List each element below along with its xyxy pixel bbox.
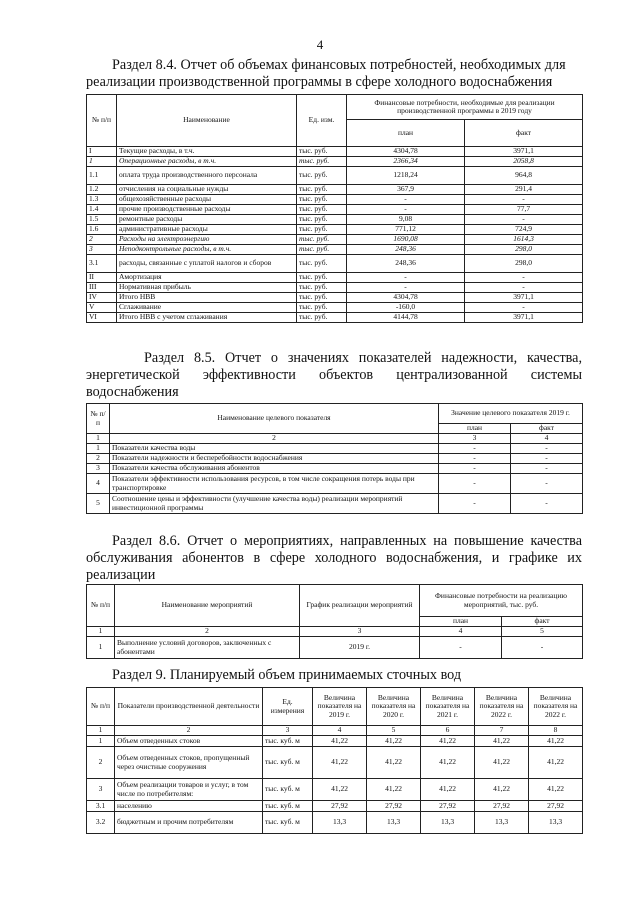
section-9-title: Раздел 9. Планируемый объем принимаемых сточных вод [112, 667, 462, 683]
t4-header-2020: Величина показателя на 2020 г. [367, 688, 421, 726]
row-fact: - [465, 273, 583, 283]
row-name: бюджетным и прочим потребителям [115, 812, 263, 834]
row-name: Показатели качества воды [110, 444, 439, 454]
header-name: Наименование [117, 95, 297, 147]
wastewater-volume-table [86, 687, 583, 834]
row-name: Нормативная прибыль [117, 283, 297, 293]
t3-colnum: 3 [300, 627, 420, 637]
row-value: 27,92 [421, 801, 475, 812]
row-unit: тыс. руб. [297, 245, 347, 255]
row-value: 41,22 [475, 736, 529, 747]
row-unit: тыс. руб. [297, 167, 347, 185]
row-unit: тыс. куб. м [263, 736, 313, 747]
row-name: прочие производственные расходы [117, 205, 297, 215]
row-unit: тыс. руб. [297, 185, 347, 195]
row-fact: - [511, 464, 583, 474]
row-plan: - [439, 494, 511, 514]
row-value: 41,22 [367, 779, 421, 801]
table-row [87, 747, 583, 779]
row-unit: тыс. руб. [297, 147, 347, 157]
row-num: 1.3 [87, 195, 117, 205]
section-8-4-title-line2: реализации производственной программы в сфере холодного водоснабжения [86, 74, 553, 90]
row-value: 13,3 [529, 812, 583, 834]
table-row [87, 454, 583, 464]
header-fin-needs: Финансовые потребности, необходимые для реализации производственной программы в 2019 году [347, 95, 583, 120]
row-name: Объем отведенных стоков, пропущенный через очистные сооружения [115, 747, 263, 779]
row-plan: - [439, 454, 511, 464]
row-num: 4 [87, 474, 110, 494]
row-num: 1.4 [87, 205, 117, 215]
row-value: 13,3 [421, 812, 475, 834]
row-plan: 4144,78 [347, 313, 465, 323]
row-plan: 1218,24 [347, 167, 465, 185]
row-unit: тыс. руб. [297, 303, 347, 313]
row-num: 1.6 [87, 225, 117, 235]
row-num: VI [87, 313, 117, 323]
row-num: 2 [87, 235, 117, 245]
table-row [87, 313, 583, 323]
row-name: Операционные расходы, в т.ч. [117, 157, 297, 167]
header-plan: план [347, 120, 465, 147]
row-fact: 291,4 [465, 185, 583, 195]
row-fact: - [465, 283, 583, 293]
row-name: расходы, связанные с уплатой налогов и сборов [117, 255, 297, 273]
table-row [87, 273, 583, 283]
row-name: Текущие расходы, в т.ч. [117, 147, 297, 157]
row-unit: тыс. руб. [297, 195, 347, 205]
t4-header-2022a: Величина показателя на 2022 г. [475, 688, 529, 726]
row-unit: тыс. руб. [297, 215, 347, 225]
t4-header-name: Показатели производственной деятельности [115, 688, 263, 726]
row-value: 27,92 [529, 801, 583, 812]
row-plan: 4304,78 [347, 147, 465, 157]
row-value: 41,22 [367, 747, 421, 779]
page-number: 4 [316, 37, 324, 52]
row-plan: - [439, 444, 511, 454]
row-value: 27,92 [313, 801, 367, 812]
t4-colnum: 1 [87, 726, 115, 736]
row-num: 1 [87, 736, 115, 747]
row-num: 5 [87, 494, 110, 514]
table-row [87, 167, 583, 185]
row-name: Итого НВВ с учетом сглаживания [117, 313, 297, 323]
table-row [87, 637, 583, 659]
t4-colnum: 5 [367, 726, 421, 736]
row-plan: 2366,34 [347, 157, 465, 167]
row-value: 27,92 [475, 801, 529, 812]
section-8-5-title-line1: Раздел 8.5. Отчет о значениях показателей надежности, качества, [144, 350, 582, 366]
section-8-5-title-line3: водоснабжения [86, 384, 179, 400]
section-8-4-title-line1: Раздел 8.4. Отчет об объемах финансовых потребностей, необходимых для [112, 57, 566, 73]
row-unit: тыс. руб. [297, 225, 347, 235]
t4-colnum: 2 [115, 726, 263, 736]
row-value: 41,22 [421, 736, 475, 747]
row-value: 41,22 [421, 779, 475, 801]
row-value: 41,22 [475, 747, 529, 779]
table-row [87, 195, 583, 205]
header-num: № п/п [87, 95, 117, 147]
t3-header-num: № п/п [87, 585, 115, 627]
row-num: 3 [87, 779, 115, 801]
row-unit: тыс. куб. м [263, 747, 313, 779]
t3-colnum: 2 [115, 627, 300, 637]
table-row [87, 157, 583, 167]
row-value: 41,22 [529, 736, 583, 747]
t2-header-plan: план [439, 424, 511, 434]
row-num: 1 [87, 444, 110, 454]
row-plan: - [347, 273, 465, 283]
row-fact: - [465, 303, 583, 313]
t4-colnum: 4 [313, 726, 367, 736]
row-num: IV [87, 293, 117, 303]
table-row [87, 293, 583, 303]
row-num: II [87, 273, 117, 283]
row-unit: тыс. руб. [297, 205, 347, 215]
row-fact: 298,0 [465, 255, 583, 273]
row-fact: 3971,1 [465, 313, 583, 323]
section-8-6-title-line2: обслуживания абонентов в сфере холодного водоснабжения, и графике их [86, 550, 582, 566]
row-plan: - [439, 474, 511, 494]
row-unit: тыс. куб. м [263, 801, 313, 812]
table-row [87, 235, 583, 245]
row-value: 13,3 [313, 812, 367, 834]
table-row [87, 215, 583, 225]
row-plan: -160,0 [347, 303, 465, 313]
financial-needs-table [86, 94, 583, 323]
row-plan: 367,9 [347, 185, 465, 195]
t3-header-schedule: График реализации мероприятий [300, 585, 420, 627]
row-name: Соотношение цены и эффективности (улучшение качества воды) реализации мероприятий инвестиционной программы [110, 494, 439, 514]
row-plan: - [347, 195, 465, 205]
row-fact: - [511, 444, 583, 454]
t2-colnum: 2 [110, 434, 439, 444]
row-value: 41,22 [313, 747, 367, 779]
row-fact: 3971,1 [465, 293, 583, 303]
row-num: 3 [87, 464, 110, 474]
row-name: Выполнение условий договоров, заключенных с абонентами [115, 637, 300, 659]
section-8-5-title-line2: энергетической эффективности объектов централизованной системы [86, 367, 582, 383]
row-unit: тыс. куб. м [263, 812, 313, 834]
row-fact: 77,7 [465, 205, 583, 215]
table-row [87, 801, 583, 812]
table-row [87, 464, 583, 474]
row-fact: 298,0 [465, 245, 583, 255]
t4-header-unit: Ед. измерения [263, 688, 313, 726]
t4-header-2021: Величина показателя на 2021 г. [421, 688, 475, 726]
row-unit: тыс. руб. [297, 283, 347, 293]
row-fact: 724,9 [465, 225, 583, 235]
table-row [87, 185, 583, 195]
row-name: Показатели надежности и бесперебойности водоснабжения [110, 454, 439, 464]
row-num: 1 [87, 157, 117, 167]
table-row [87, 255, 583, 273]
row-value: 41,22 [313, 779, 367, 801]
row-num: 1.2 [87, 185, 117, 195]
t4-header-2019: Величина показателя на 2019 г. [313, 688, 367, 726]
row-value: 13,3 [475, 812, 529, 834]
t4-colnum: 3 [263, 726, 313, 736]
row-plan: - [420, 637, 502, 659]
t4-header-2022b: Величина показателя на 2022 г. [529, 688, 583, 726]
row-unit: тыс. руб. [297, 313, 347, 323]
row-name: Амортизация [117, 273, 297, 283]
row-fact: - [465, 195, 583, 205]
row-num: 2 [87, 747, 115, 779]
table-row [87, 225, 583, 235]
row-plan: 9,08 [347, 215, 465, 225]
row-name: населению [115, 801, 263, 812]
row-unit: тыс. руб. [297, 157, 347, 167]
row-unit: тыс. руб. [297, 273, 347, 283]
t2-header-name: Наименование целевого показателя [110, 404, 439, 434]
row-value: 41,22 [529, 779, 583, 801]
table-row [87, 303, 583, 313]
row-num: 3.1 [87, 801, 115, 812]
table-row [87, 494, 583, 514]
header-unit: Ед. изм. [297, 95, 347, 147]
row-plan: - [347, 205, 465, 215]
row-plan: 248,36 [347, 255, 465, 273]
row-name: Показатели качества обслуживания абонентов [110, 464, 439, 474]
row-unit: тыс. куб. м [263, 779, 313, 801]
indicators-table [86, 403, 583, 514]
t4-colnum: 7 [475, 726, 529, 736]
header-fact: факт [465, 120, 583, 147]
row-schedule: 2019 г. [300, 637, 420, 659]
measures-table [86, 584, 583, 659]
row-value: 13,3 [367, 812, 421, 834]
t3-colnum: 4 [420, 627, 502, 637]
t4-header-num: № п/п [87, 688, 115, 726]
table-row [87, 736, 583, 747]
row-name: Итого НВВ [117, 293, 297, 303]
row-fact: - [511, 454, 583, 464]
row-num: III [87, 283, 117, 293]
table-row [87, 779, 583, 801]
t2-colnum: 4 [511, 434, 583, 444]
row-num: V [87, 303, 117, 313]
row-num: 3.2 [87, 812, 115, 834]
t3-header-fact: факт [502, 617, 583, 627]
row-plan: 248,36 [347, 245, 465, 255]
row-unit: тыс. руб. [297, 293, 347, 303]
row-value: 41,22 [367, 736, 421, 747]
t3-colnum: 1 [87, 627, 115, 637]
row-fact: - [511, 474, 583, 494]
row-fact: 2058,8 [465, 157, 583, 167]
row-fact: 1614,3 [465, 235, 583, 245]
t2-header-num: № п/п [87, 404, 110, 434]
row-name: ремонтные расходы [117, 215, 297, 225]
row-num: 3 [87, 245, 117, 255]
table-row [87, 283, 583, 293]
row-value: 41,22 [313, 736, 367, 747]
t2-header-fact: факт [511, 424, 583, 434]
row-plan: 771,12 [347, 225, 465, 235]
t3-header-fin: Финансовые потребности на реализацию мероприятий, тыс. руб. [420, 585, 583, 617]
row-name: Показатели эффективности использования ресурсов, в том числе сокращения потерь воды при транспортировке [110, 474, 439, 494]
row-fact: 964,8 [465, 167, 583, 185]
row-num: 1.5 [87, 215, 117, 225]
table-row [87, 205, 583, 215]
table-row [87, 812, 583, 834]
table-row [87, 444, 583, 454]
row-fact: - [465, 215, 583, 225]
row-name: Объем отведенных стоков [115, 736, 263, 747]
t4-colnum: 8 [529, 726, 583, 736]
section-8-6-title-line3: реализации [86, 567, 156, 583]
row-num: 1 [87, 637, 115, 659]
t2-header-value: Значение целевого показателя 2019 г. [439, 404, 583, 424]
row-name: Расходы на электроэнергию [117, 235, 297, 245]
row-unit: тыс. руб. [297, 235, 347, 245]
row-num: 1.1 [87, 167, 117, 185]
t2-colnum: 1 [87, 434, 110, 444]
row-num: 2 [87, 454, 110, 464]
row-fact: - [502, 637, 583, 659]
row-value: 41,22 [475, 779, 529, 801]
row-name: оплата труда производственного персонала [117, 167, 297, 185]
row-value: 27,92 [367, 801, 421, 812]
t3-colnum: 5 [502, 627, 583, 637]
t3-header-name: Наименование мероприятий [115, 585, 300, 627]
row-plan: - [347, 283, 465, 293]
row-plan: 4304,78 [347, 293, 465, 303]
t3-header-plan: план [420, 617, 502, 627]
t4-colnum: 6 [421, 726, 475, 736]
row-value: 41,22 [421, 747, 475, 779]
row-name: отчисления на социальные нужды [117, 185, 297, 195]
row-value: 41,22 [529, 747, 583, 779]
row-fact: 3971,1 [465, 147, 583, 157]
t2-colnum: 3 [439, 434, 511, 444]
row-plan: 1690,08 [347, 235, 465, 245]
row-unit: тыс. руб. [297, 255, 347, 273]
row-name: Объем реализации товаров и услуг, в том числе по потребителям: [115, 779, 263, 801]
row-name: общехозяйственные расходы [117, 195, 297, 205]
section-8-6-title-line1: Раздел 8.6. Отчет о мероприятиях, направленных на повышение качества [112, 533, 582, 549]
table-row [87, 474, 583, 494]
row-plan: - [439, 464, 511, 474]
row-fact: - [511, 494, 583, 514]
row-name: Неподконтрольные расходы, в т.ч. [117, 245, 297, 255]
row-name: административные расходы [117, 225, 297, 235]
table-row [87, 245, 583, 255]
table-row [87, 147, 583, 157]
row-num: 3.1 [87, 255, 117, 273]
row-num: I [87, 147, 117, 157]
row-name: Сглаживание [117, 303, 297, 313]
